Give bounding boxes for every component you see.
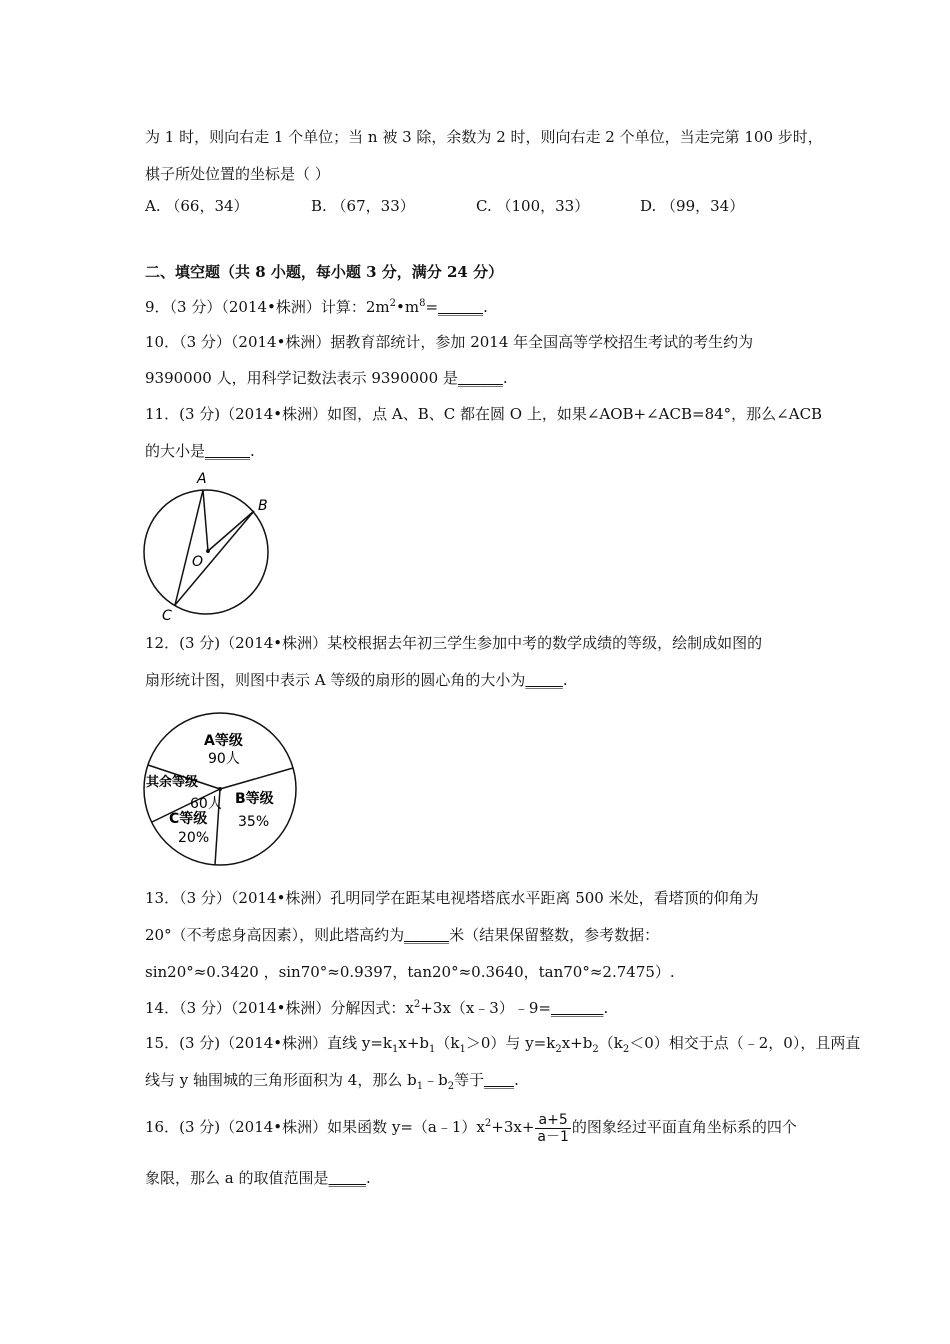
q9: 9．（3 分）（2014•株洲）计算：$2m^2•m^8=\_\_\_\_\_\_$. (145, 298, 488, 316)
q13-line2: 20°（不考虑身高因素），则此塔高约为______米（结果保留整数，参考数据： (145, 926, 660, 944)
q11-circle-figure (130, 465, 290, 625)
slice-b-label: B等级 (235, 791, 274, 807)
q14-answer-blank: _______ (550, 999, 604, 1017)
slice-a-value: 90人 (208, 751, 240, 767)
q13-answer-blank: ______ (404, 926, 450, 944)
q11-answer-blank: ______ (205, 442, 251, 460)
q14: 14．（3 分）（2014•株洲）分解因式：$x^2+3x(x﹣3)﹣9=\_\_\_\_\_\_\_$. (145, 999, 609, 1017)
q8-line2: 棋子所处位置的坐标是（ ） (145, 165, 330, 183)
q12-line1: 12．(3 分)（2014•株洲）某校根据去年初三学生参加中考的数学成绩的等级，绘制成如图的 (145, 634, 763, 652)
slice-a-label: A等级 (204, 733, 243, 749)
q8-option-b: B. （67，33） (311, 197, 415, 215)
q10-line2: 9390000 人，用科学记数法表示 9390000 是______. (145, 369, 508, 387)
segment-ob (208, 511, 254, 551)
q8-line1: 为 1 时，则向右走 1 个单位；当 n 被 3 除，余数为 2 时，则向右走 2 个单位，当走完第 100 步时， (145, 128, 823, 146)
q10-answer-blank: ______ (457, 369, 503, 387)
q13-line1: 13．（3 分）（2014•株洲）孔明同学在距某电视塔塔底水平距离 500 米处，看塔顶的仰角为 (145, 889, 759, 907)
fraction-denominator: a－1 (537, 1128, 569, 1145)
slice-other-label: 其余等级 (146, 775, 199, 790)
q16-fraction (535, 1112, 571, 1145)
q9-answer-blank: ______ (438, 298, 484, 316)
center-point (206, 549, 210, 553)
slice-b-value: 35% (238, 814, 270, 830)
label-o: O (192, 554, 204, 570)
q16-answer-blank: _____ (328, 1169, 366, 1187)
q15-answer-blank: ____ (484, 1071, 515, 1089)
q11-line1: 11．(3 分)（2014•株洲）如图，点 A、B、C 都在圆 O 上，如果∠AOB+∠ACB=84°，那么∠ACB (145, 405, 823, 423)
fraction-numerator: a+5 (535, 1112, 571, 1129)
label-b: B (258, 498, 268, 514)
label-a: A (197, 471, 207, 487)
q15-line2: 线与 y 轴围城的三角形面积为 4，那么 $b_1﹣b_2$等于____. (145, 1071, 519, 1092)
slice-c-value: 20% (178, 830, 210, 846)
q12-line2: 扇形统计图，则图中表示 A 等级的扇形的圆心角的大小为_____. (145, 671, 568, 689)
q13-line3: sin20°≈0.3420 ，sin70°≈0.9397，tan20°≈0.3640，tan70°≈2.7475）. (145, 963, 675, 981)
q12-answer-blank: _____ (525, 671, 563, 689)
segment-oa (203, 490, 208, 551)
q8-option-d: D. （99，34） (640, 197, 745, 215)
slice-other-value: 60人 (190, 796, 222, 812)
q16-line2: 象限，那么 a 的取值范围是_____. (145, 1169, 371, 1187)
label-c: C (162, 608, 172, 624)
q10-line1: 10．（3 分）（2014•株洲）据教育部统计，参加 2014 年全国高等学校招生考试的考生约为 (145, 333, 754, 351)
q11-line2: 的大小是______. (145, 442, 255, 460)
q12-pie-chart (140, 710, 305, 870)
q8-option-c: C. （100，33） (476, 197, 590, 215)
pie-divider-a-b (220, 768, 293, 789)
q15-line1: 15．(3 分)（2014•株洲）直线 $y=k_1x+b_1(k_1>0)$与 $y=k_2x+b_2(k_2<0)$相交于点（﹣2，0），且两直 (145, 1034, 861, 1055)
circle-o (144, 490, 268, 614)
section-title: 二、填空题（共 8 小题，每小题 3 分，满分 24 分） (145, 263, 504, 281)
pie-center (218, 787, 222, 791)
q16-line1: 16．(3 分)（2014•株洲）如果函数 $y=(a﹣1)x^2+3x+$ $\frac{a+5}{a-1}$ 的图象经过平面直角坐标系的四个 (145, 1111, 797, 1145)
q8-option-a: A. （66，34） (145, 197, 249, 215)
slice-c-label: C等级 (169, 811, 208, 827)
